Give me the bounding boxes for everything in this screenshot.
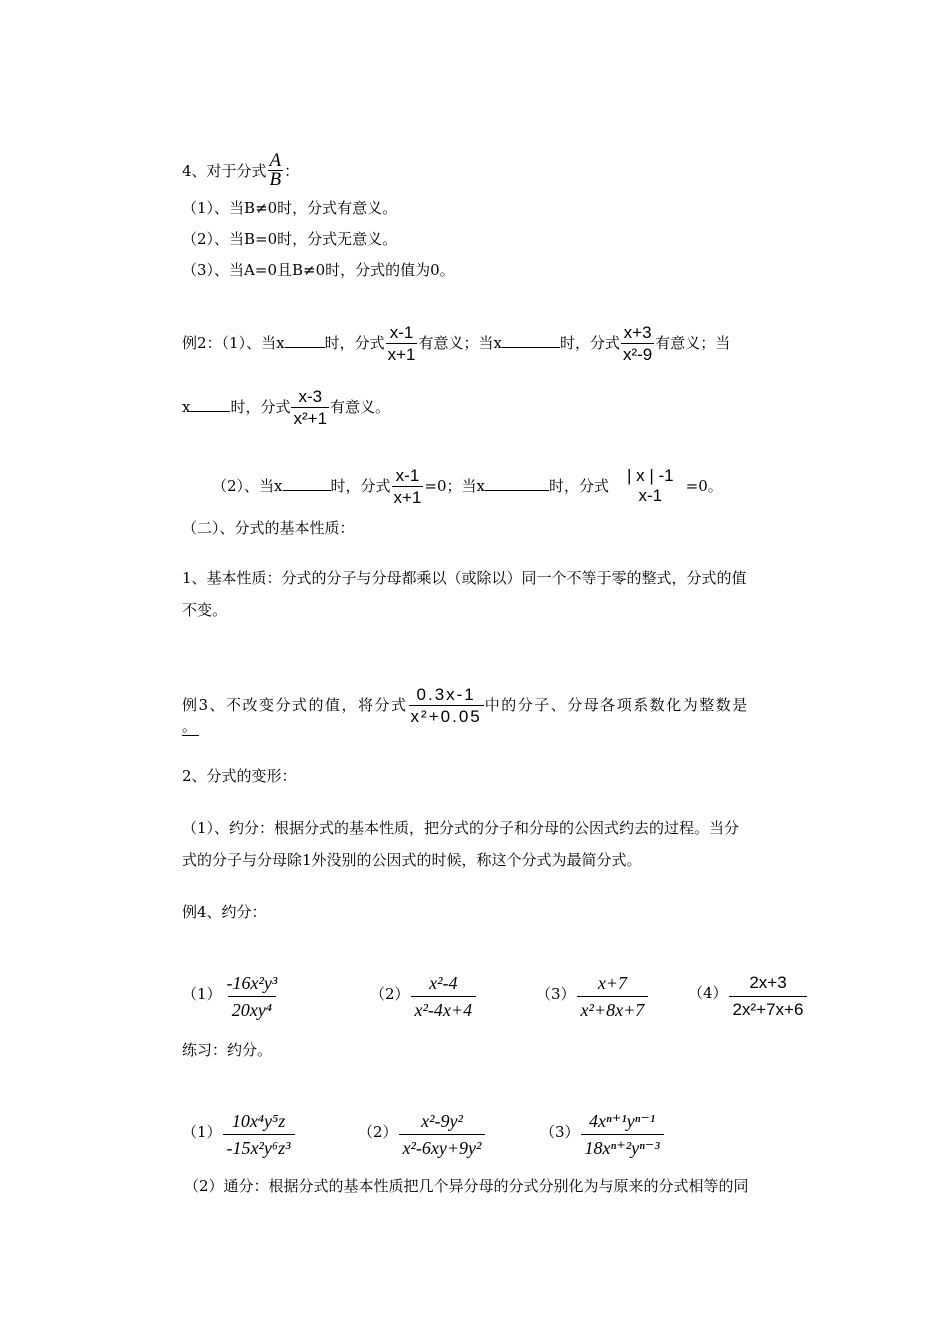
s4-fraction: $\frac{A}{B}$ [269, 150, 282, 190]
ex4-title: 例4、约分： [182, 903, 267, 921]
s4-item-1: （1）、当B≠0时，分式有意义。 [182, 199, 398, 217]
ex3-tail: 。 [182, 717, 198, 735]
fraction: $\frac{x-1}{x+1}$ [393, 466, 422, 507]
ex2-line-2: x 时，分式 $\frac{x-3}{\text{x²+1}}$ 有意义。 [182, 387, 391, 428]
section3-title: 2、分式的变形： [182, 767, 297, 785]
practice-item-3: （3） $\frac{\text{4xⁿ⁺¹yⁿ⁻¹}}{\text{18xⁿ⁺²yⁿ⁻³}}$ [540, 1108, 665, 1161]
fraction: $\frac{x-3}{\text{x²+1}}$ [293, 387, 328, 428]
s4-item-2: （2）、当B=0时，分式无意义。 [182, 230, 398, 248]
tongfen-definition: （2）通分：根据分式的基本性质把几个异分母的分式分别化为与原来的分式相等的同 [184, 1177, 749, 1195]
ex4-item-4: （4） $\frac{2x+3}{\text{2x²+7x+6}}$ [688, 970, 808, 1023]
s4-line: 4、对于分式 $\frac{A}{B}$ ： [182, 150, 300, 190]
answer-blank [283, 474, 331, 491]
ex4-item-2: （2） $\frac{\text{x²-4}}{\text{x²-4x+4}}$ [370, 970, 477, 1023]
fraction: | x | -1 x-1 [627, 466, 674, 505]
fraction: $\frac{0.3x-1}{\text{x²+0.05}}$ [410, 685, 482, 726]
practice-item-2: （2） $\frac{\text{x²-9y²}}{\text{x²-6xy+9y²}}$ [358, 1108, 486, 1161]
ex3-line: 例3、不改变分式的值，将分式 $\frac{0.3x-1}{\text{x²+0.05}}$ 中的分子、分母各项系数化为整数是 [182, 685, 749, 726]
property-1-text-cont: 不变。 [182, 601, 228, 619]
section2-title: （二）、分式的基本性质： [182, 519, 355, 537]
s4-item-3: （3）、当A=0且B≠0时，分式的值为0。 [182, 261, 455, 279]
practice-title: 练习：约分。 [182, 1041, 273, 1059]
answer-blank [485, 474, 549, 491]
practice-item-1: （1） $\frac{\text{10x⁴y⁵z}}{\text{-15x²y⁶z³}}$ [182, 1108, 296, 1161]
answer-blank [502, 331, 560, 348]
ex4-item-3: （3） $\frac{x+7}{\text{x²+8x+7}}$ [536, 970, 649, 1023]
yuefen-definition: （1）、约分：根据分式的基本性质，把分式的分子和分母的公因式约去的过程。当分 [182, 819, 740, 837]
fraction: $\frac{x+3}{\text{x²-9}}$ [622, 323, 653, 364]
ex2-line-3: （2）、当x 时，分式 $\frac{x-1}{x+1}$ =0；当x 时，分式 | x | -1 x-1 =0。 [212, 466, 723, 507]
yuefen-definition-cont: 式的分子与分母除1外没别的公因式的时候，称这个分式为最简分式。 [182, 851, 642, 869]
s4-prefix: 4、对于分式 [182, 162, 267, 180]
answer-blank [190, 395, 230, 412]
answer-blank [285, 331, 325, 348]
ex2-line-1: 例2：（1）、当x 时，分式 $\frac{x-1}{x+1}$ 有意义；当x 时，分式 $\frac{x+3}{\text{x²-9}}$ 有意义；当 [182, 323, 731, 364]
ex4-item-1: （1） $\frac{\text{-16x²y³}}{\text{20xy⁴}}$ [182, 970, 282, 1023]
fraction: $\frac{x-1}{x+1}$ [387, 323, 416, 364]
property-1-text: 1、基本性质：分式的分子与分母都乘以（或除以）同一个不等于零的整式，分式的值 [182, 569, 747, 587]
